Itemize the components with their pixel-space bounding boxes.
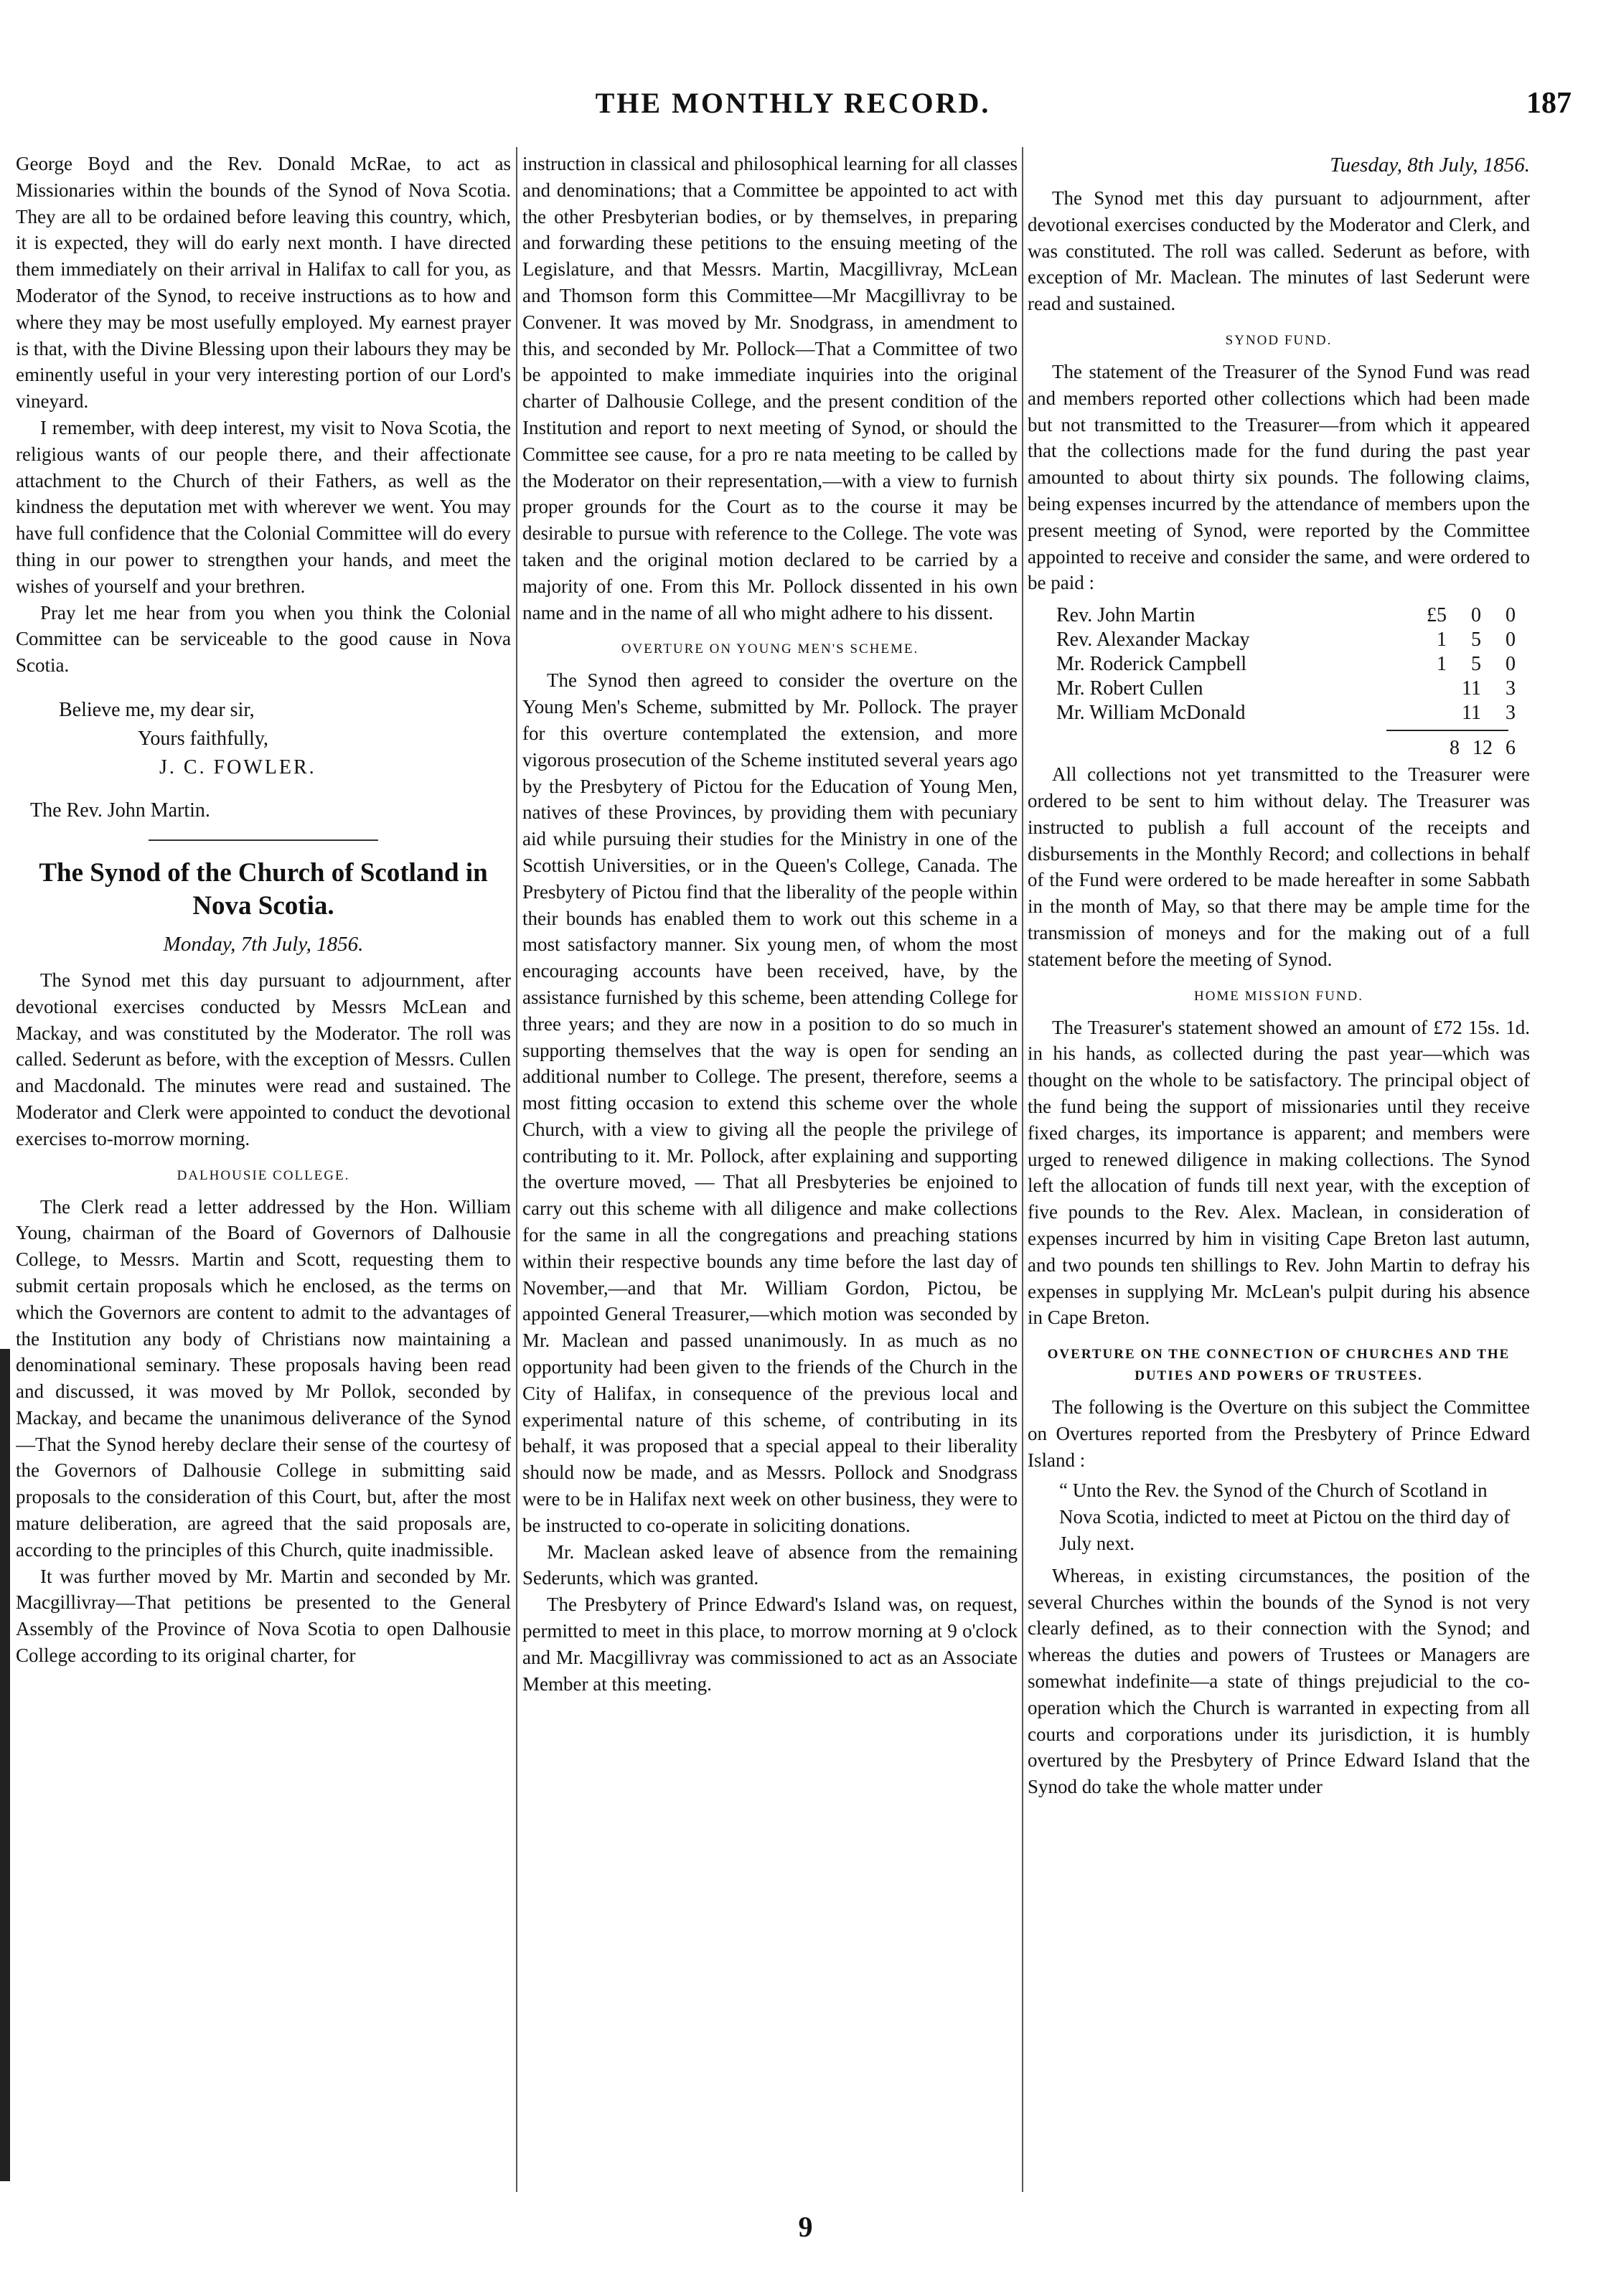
running-head	[14, 86, 1572, 136]
claim-pence: 0	[1506, 653, 1516, 676]
claim-shillings: 0	[1471, 604, 1481, 627]
claims-row	[1056, 701, 1516, 725]
section-divider	[149, 839, 378, 841]
claim-pounds	[1412, 701, 1447, 725]
dateline: Tuesday, 8th July, 1856.	[1330, 154, 1530, 177]
claim-pence: 0	[1506, 629, 1516, 651]
paragraph: All collections not yet transmitted to the Treasurer were ordered to be sent to him without delay. The Treasurer was instructed to publish a full account of the receipts and disbursements in the Monthly Record; and collections in behalf of the Fund were ordered to be made hereafter in some Sabbath in the month of May, so that there may be ample time for the transmission of moneys and for the making out of a full statement before the meeting of Synod.	[1028, 763, 1530, 970]
claim-shillings: 11	[1462, 702, 1481, 725]
column-middle	[522, 151, 1018, 2188]
column-right	[1028, 151, 1530, 2188]
paragraph: It was further moved by Mr. Martin and seconded by Mr. Macgillivray—That petitions be presented to the General Assembly of the Province of Nova Scotia to open Dalhousie College according to its original charter, for	[16, 1565, 511, 1667]
claims-row	[1056, 677, 1516, 701]
claim-pounds: 1	[1437, 653, 1447, 676]
signature-mark: 9	[798, 2211, 813, 2243]
claim-shillings: 5	[1471, 653, 1481, 676]
quoted-overture: “ Unto the Rev. the Synod of the Church of Scotland in Nova Scotia, indicted to meet at Pictou on the third day of July next.	[1059, 1479, 1511, 1555]
subheading: HOME MISSION FUND.	[1193, 988, 1364, 1004]
claim-pence: 3	[1506, 702, 1516, 725]
subheading: OVERTURE ON THE CONNECTION OF CHURCHES AND THE DUTIES AND POWERS OF TRUSTEES.	[1047, 1347, 1511, 1384]
subheading: OVERTURE ON YOUNG MEN'S SCHEME.	[621, 641, 919, 657]
paragraph: The Synod met this day pursuant to adjournment, after devotional exercises conducted by Messrs McLean and Mackay, and was constituted by the Moderator. The roll was called. Sederunt as before, with the exception of Messrs. Cullen and Macdonald. The minutes were read and sustained. The Moderator and Clerk were appointed to conduct the devotional exercises to-morrow morning.	[16, 969, 511, 1149]
paragraph: The statement of the Treasurer of the Synod Fund was read and members reported other collections which had been made but not transmitted to the Treasurer—from which it appeared that the collections made for the fund during the past year amounted to about thirty six pounds. The following claims, being expenses incurred by the attendance of members upon the present meeting of Synod, were reported by the Committee appointed to receive and consider the same, and were ordered to be paid :	[1028, 360, 1530, 594]
claims-row	[1056, 603, 1516, 628]
claims-table	[1056, 603, 1516, 725]
paragraph: The Synod met this day pursuant to adjournment, after devotional exercises conducted by the Moderator and Clerk, and was constituted. The roll was called. Sederunt as before, with exception of Mr. Maclean. The minutes of last Sederunt were read and sustained.	[1028, 187, 1530, 315]
claim-name: Rev. Alexander Mackay	[1056, 629, 1250, 651]
total-rule	[1386, 730, 1508, 731]
letter-signature: J. C. FOWLER.	[159, 756, 316, 778]
claim-pence: 3	[1506, 677, 1516, 700]
claim-name: Mr. Roderick Campbell	[1056, 653, 1247, 676]
subheading: DALHOUSIE COLLEGE.	[177, 1167, 350, 1183]
letter-valediction: Yours faithfully,	[138, 727, 269, 750]
claim-shillings: 5	[1471, 629, 1481, 651]
claim-pence: 0	[1506, 604, 1516, 627]
scan-edge-shadow	[0, 1349, 10, 2181]
claim-shillings: 11	[1462, 677, 1481, 700]
claim-pounds	[1412, 677, 1447, 701]
letter-closing: Believe me, my dear sir,	[59, 698, 255, 721]
claims-row	[1056, 652, 1516, 677]
paragraph: The following is the Overture on this subject the Committee on Overtures reported from the Presbytery of Prince Edward Island :	[1028, 1396, 1530, 1471]
section-title: The Synod of the Church of Scotland in Nova Scotia.	[39, 857, 488, 921]
paragraph: The Synod then agreed to consider the overture on the Young Men's Scheme, submitted by Mr. Pollock. The prayer for this overture contemplated the extension, and more vigorous prosecution of the Scheme instituted several years ago by the Presbytery of Pictou for the Education of Young Men, natives of these Provinces, by providing them with pecuniary aid while pursuing their studies for the Ministry in one of the Scottish Universities, or in the Queen's College, Canada. The Presbytery of Pictou find that the liberality of the people within their bounds has enabled them to work out this scheme in a most satisfactory manner. Six young men, of whom the most encouraging accounts have been received, have, by the assistance furnished by this scheme, been attending College for three years; and they are now in a position to do so much in supporting themselves that the way is open for sending an additional number to College. The present, therefore, seems a most fitting occasion to extend this scheme over the whole Church, with a view to giving all the people the privilege of contributing to it. Mr. Pollock, after explaining and supporting the overture moved, — That all Presbyteries be enjoined to carry out this scheme with all diligence and make collections for the same in all the congregations and preaching stations within their respective bounds any time before the last day of November,—and that Mr. William Gordon, Pictou, be appointed General Treasurer,—which motion was seconded by Mr. Maclean and passed unanimously. In as much as no opportunity had been given to the friends of the Church in the City of Halifax, in consequence of the previous local and experimental nature of this scheme, of contributing in its behalf, it was proposed that a special appeal to their liberality should now be made, and as Messrs. Pollock and Snodgrass were to be in Halifax next week on other business, they were to be instructed to co-operate in soliciting donations.	[522, 669, 1018, 1536]
column-rule-left	[516, 147, 517, 2192]
claim-name: Mr. Robert Cullen	[1056, 677, 1203, 700]
claim-name: Mr. William McDonald	[1056, 702, 1246, 725]
page-number: 187	[1526, 87, 1572, 120]
letter-addressee: The Rev. John Martin.	[30, 799, 210, 822]
paragraph: Whereas, in existing circumstances, the position of the several Churches within the bounds of the Synod is not very clearly defined, as to their connection with the Synod; and whereas the duties and powers of Trustees or Managers are somewhat indefinite—a state of things prejudicial to the co-operation which the Church is warranted in expecting from all courts and corporations under its jurisdiction, it is humbly overtured by the Presbytery of Prince Edward Island that the Synod do take the whole matter under	[1028, 1564, 1530, 1798]
publication-title: THE MONTHLY RECORD.	[595, 87, 991, 119]
subheading: SYNOD FUND.	[1225, 332, 1333, 348]
paragraph: The Presbytery of Prince Edward's Island was, on request, permitted to meet in this place, to morrow morning at 9 o'clock and Mr. Macgillivray was commissioned to act as an Associate Member at this meeting.	[522, 1594, 1018, 1695]
paragraph: The Treasurer's statement showed an amount of £72 15s. 1d. in his hands, as collected during the past year—which was thought on the whole to be satisfactory. The principal object of the fund being the support of missionaries until they receive fixed charges, its importance is apparent; and members were urged to renewed diligence in making collections. The Synod left the allocation of funds till next year, with the exception of five pounds to the Rev. Alex. Maclean, in consideration of expenses incurred by him in visiting Cape Breton last autumn, and two pounds ten shillings to Rev. John Martin to defray his expenses in supplying Mr. McLean's pulpit during his absence in Cape Breton.	[1028, 1016, 1530, 1329]
claims-total	[1056, 735, 1516, 761]
total-shillings: 12	[1473, 737, 1493, 760]
total-pounds: 8	[1450, 737, 1460, 760]
paragraph: The Clerk read a letter addressed by the Hon. William Young, chairman of the Board of Governors of Dalhousie College, to Messrs. Martin and Scott, requesting them to submit certain proposals which he enclosed, as the terms on which the Governors are content to admit to the advantages of the Institution any body of Christians now maintaining a denominational seminary. These proposals having been read and discussed, it was moved by Mr Pollok, seconded by Mackay, and became the unanimous deliverance of the Synod—That the Synod hereby declare their sense of the courtesy of the Governors of Dalhousie College in submitting said proposals to the consideration of this Court, but, after the most mature deliberation, are agreed that the said proposals are, according to the principles of this Church, quite inadmissible.	[16, 1195, 511, 1561]
claim-pounds: 1	[1437, 629, 1447, 651]
column-left	[16, 151, 511, 2188]
paragraph: Mr. Maclean asked leave of absence from the remaining Sederunts, which was granted.	[522, 1540, 1018, 1589]
paragraph: instruction in classical and philosophical learning for all classes and denominations; that a Committee be appointed to act with the other Presbyterian bodies, or by themselves, in preparing and forwarding these petitions to the ensuing meeting of the Legislature, and that Messrs. Martin, Macgillivray, McLean and Thomson form this Committee—Mr Macgillivray to be Convener. It was moved by Mr. Snodgrass, in amendment to this, and seconded by Mr. Pollock—That a Committee of two be appointed to make immediate inquiries into the original charter of Dalhousie College, and the present condition of the Institution and report to next meeting of Synod, or should the Committee see cause, for a pro re nata meeting to be called by the Moderator on their representation,—with a view to furnish proper grounds for the Court as to the course it may be desirable to pursue with reference to the College. The vote was taken and the original motion declared to be carried by a majority of one. From this Mr. Pollock dissented in his own name and in the name of all who might adhere to his dissent.	[522, 153, 1018, 624]
claims-row	[1056, 628, 1516, 652]
paragraph: Pray let me hear from you when you think the Colonial Committee can be serviceable to the good cause in Nova Scotia.	[16, 601, 511, 677]
total-pence: 6	[1506, 737, 1516, 760]
paragraph: George Boyd and the Rev. Donald McRae, to act as Missionaries within the bounds of the Synod of Nova Scotia. They are all to be ordained before leaving this country, which, it is expected, they will do early next month. I have directed them immediately on their arrival in Halifax to call for you, as Moderator of the Synod, to receive instructions as to how and where they may be most usefully employed. My earnest prayer is that, with the Divine Blessing upon their labours they may be eminently useful in your very interesting portion of our Lord's vineyard.	[16, 153, 511, 413]
claim-name: Rev. John Martin	[1056, 604, 1196, 627]
paragraph: I remember, with deep interest, my visit to Nova Scotia, the religious wants of our people there, and their affectionate attachment to the Church of their Fathers, as well as the kindness the deputation met with wherever we went. You may have full confidence that the Colonial Committee will do every thing in our power to strengthen your hands, and meet the wishes of yourself and your brethren.	[16, 416, 511, 597]
dateline: Monday, 7th July, 1856.	[163, 932, 364, 956]
claim-pounds: £5	[1427, 604, 1447, 627]
column-rule-right	[1022, 147, 1023, 2192]
